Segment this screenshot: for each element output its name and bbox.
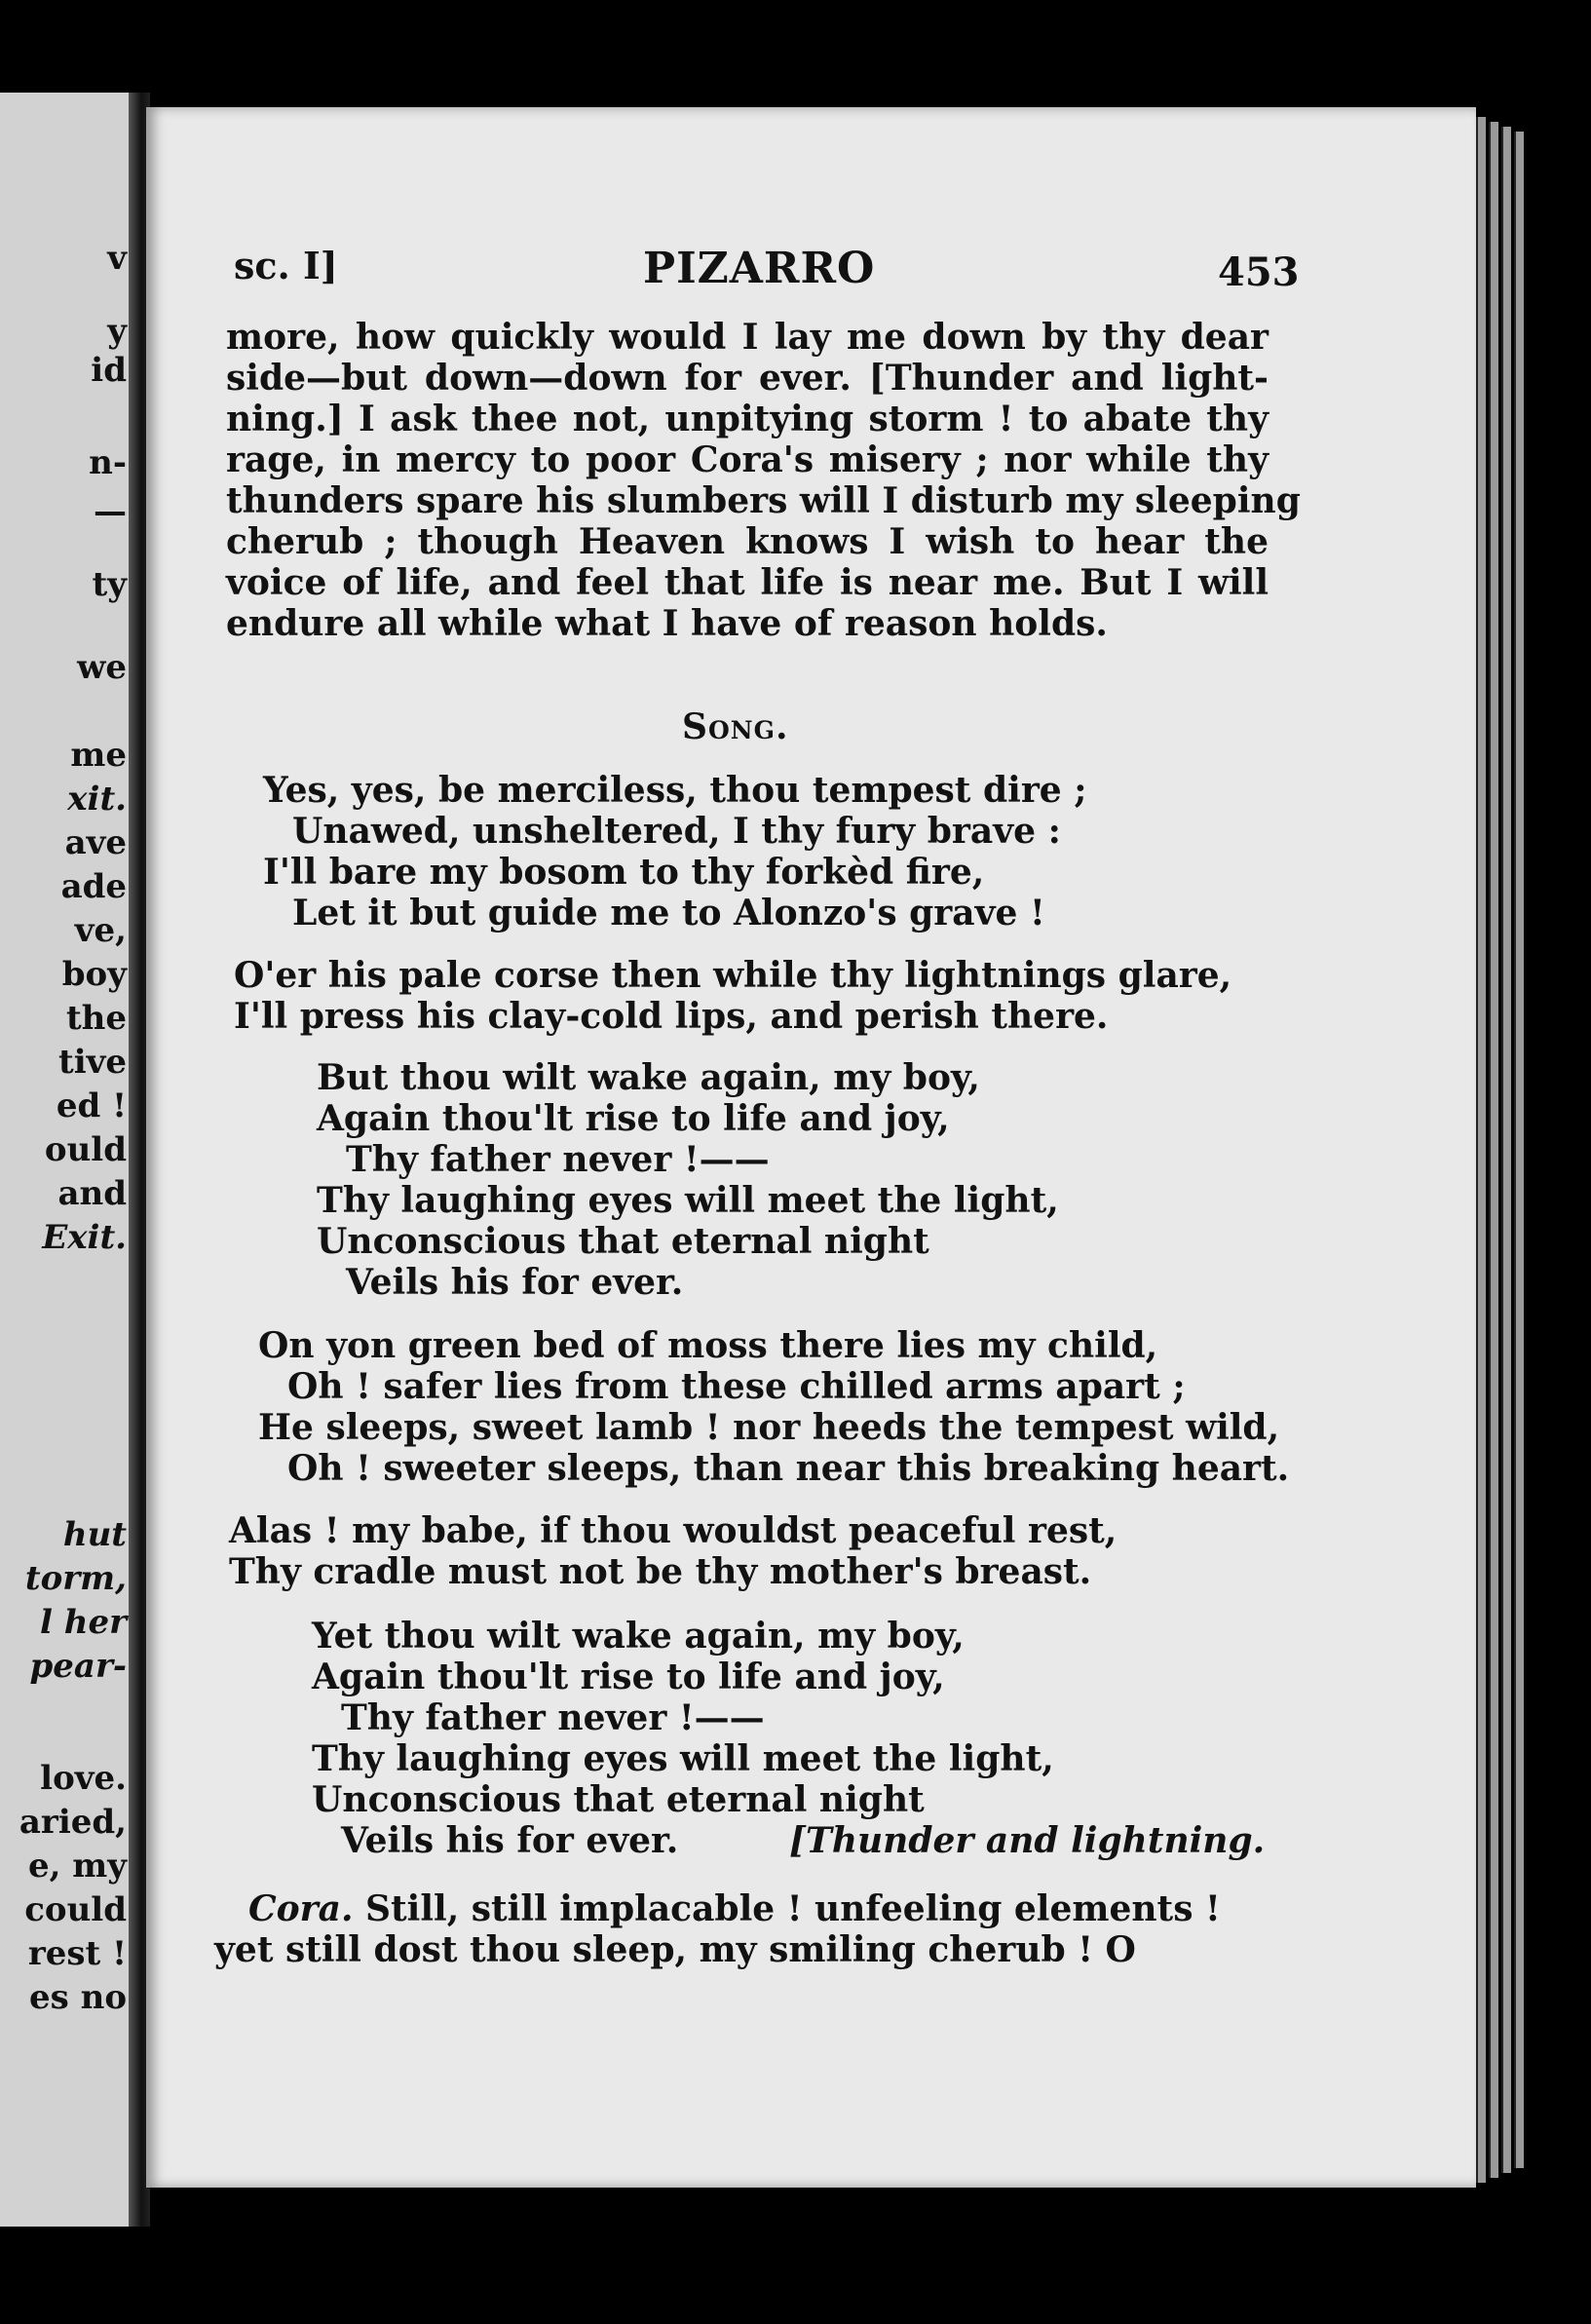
verse-line: Unawed, unsheltered, I thy fury brave : (292, 811, 1061, 852)
left-page-fragment: ty (92, 565, 127, 604)
verse-line: Thy cradle must not be thy mother's breast. (229, 1551, 1092, 1592)
prose-line: voice of life, and feel that life is near me. But I will (226, 562, 1269, 603)
verse-line: Thy father never !—— (346, 1139, 770, 1180)
left-page-fragment: hut (62, 1515, 127, 1554)
left-page-fragment: love. (40, 1759, 127, 1798)
left-page-fragment: boy (61, 955, 127, 994)
left-page-fragment: pear- (29, 1647, 127, 1686)
verse-line: Yes, yes, be merciless, thou tempest dire ; (263, 770, 1087, 811)
verse-line: Thy laughing eyes will meet the light, (317, 1180, 1059, 1221)
left-page-fragment: aried, (19, 1803, 127, 1842)
verse-line: Again thou'lt rise to life and joy, (312, 1657, 945, 1697)
prose-line: side—but down—down for ever. [Thunder and light- (226, 358, 1269, 399)
verse-line: Alas ! my babe, if thou wouldst peaceful rest, (229, 1510, 1117, 1551)
left-page-fragment: ould (44, 1130, 127, 1169)
verse-line: Unconscious that eternal night (312, 1779, 925, 1820)
left-page-fragment: the (65, 999, 127, 1038)
speech-text: Still, still implacable ! unfeeling elements ! (365, 1888, 1221, 1929)
verse-line: Let it but guide me to Alonzo's grave ! (292, 893, 1045, 933)
left-page-fragment: y (107, 312, 127, 351)
left-page-fragment: xit. (67, 780, 127, 819)
verse-line: He sleeps, sweet lamb ! nor heeds the tempest wild, (258, 1407, 1280, 1448)
left-page-fragment: Exit. (42, 1218, 127, 1257)
verse-line: Oh ! sweeter sleeps, than near this breaking heart. (287, 1448, 1290, 1489)
prose-line: ning.] I ask thee not, unpitying storm ! to abate thy (226, 399, 1269, 439)
verse-line: But thou wilt wake again, my boy, (317, 1057, 980, 1098)
left-page-fragment: n- (89, 443, 127, 482)
prose-line: more, how quickly would I lay me down by thy dear (226, 317, 1269, 358)
verse-line: O'er his pale corse then while thy lightnings glare, (234, 955, 1232, 996)
left-page-fragment: id (91, 351, 127, 390)
prose-line: rage, in mercy to poor Cora's misery ; nor while thy (226, 439, 1269, 480)
verse-line: I'll press his clay-cold lips, and perish there. (234, 996, 1109, 1037)
left-page-fragment: e, my (27, 1847, 127, 1886)
left-page-fragment: torm, (24, 1559, 127, 1598)
scene-reference: sc. I] (234, 244, 338, 287)
page-edge (1501, 127, 1511, 2173)
verse-line: Unconscious that eternal night (317, 1221, 929, 1262)
stage-direction: [Thunder and lightning. (789, 1820, 1266, 1861)
verse-line: Thy father never !—— (341, 1697, 765, 1738)
left-page-fragment: tive (57, 1043, 127, 1082)
page-edge (1514, 132, 1524, 2168)
left-page-fragment: l her (39, 1603, 127, 1642)
book-page (146, 107, 1476, 2188)
running-header (146, 244, 1476, 302)
song-heading: Song. (682, 706, 789, 747)
left-page-fragment: we (77, 648, 127, 687)
left-page-fragment: v (107, 239, 127, 278)
running-title: PIZARRO (643, 244, 876, 293)
left-page-fragment: ade (60, 867, 127, 906)
verse-line: On yon green bed of moss there lies my child, (258, 1325, 1158, 1366)
prose-line: cherub ; though Heaven knows I wish to hear the (226, 521, 1269, 562)
left-page-fragment: ve, (74, 911, 127, 950)
page-number: 453 (1218, 249, 1300, 295)
left-page-fragment: — (94, 492, 127, 531)
verse-line: Veils his for ever. (341, 1820, 679, 1861)
verse-line: Yet thou wilt wake again, my boy, (312, 1616, 965, 1657)
left-page-fragment: es no (28, 1978, 127, 2017)
verse-line: Oh ! safer lies from these chilled arms apart ; (287, 1366, 1186, 1407)
left-page-fragment: rest ! (27, 1934, 127, 1973)
left-page-fragment: ed ! (56, 1086, 127, 1125)
verse-line: I'll bare my bosom to thy forkèd fire, (263, 852, 985, 893)
speech-line: yet still dost thou sleep, my smiling cherub ! O (214, 1929, 1136, 1970)
left-page-fragment: me (70, 736, 127, 775)
prose-line: endure all while what I have of reason holds. (226, 603, 1108, 644)
speech-line (248, 1888, 1221, 1929)
left-page-fragment: could (24, 1890, 127, 1929)
speaker-name: Cora. (248, 1888, 354, 1929)
verse-line: Veils his for ever. (346, 1262, 684, 1303)
prose-line: thunders spare his slumbers will I disturb my sleeping (226, 480, 1301, 521)
left-page-fragment: ave (64, 823, 127, 862)
verse-line: Thy laughing eyes will meet the light, (312, 1738, 1054, 1779)
left-page-fragment: and (57, 1174, 127, 1213)
page-edge (1489, 122, 1498, 2178)
page-edge (1476, 117, 1486, 2183)
verse-line: Again thou'lt rise to life and joy, (317, 1098, 950, 1139)
